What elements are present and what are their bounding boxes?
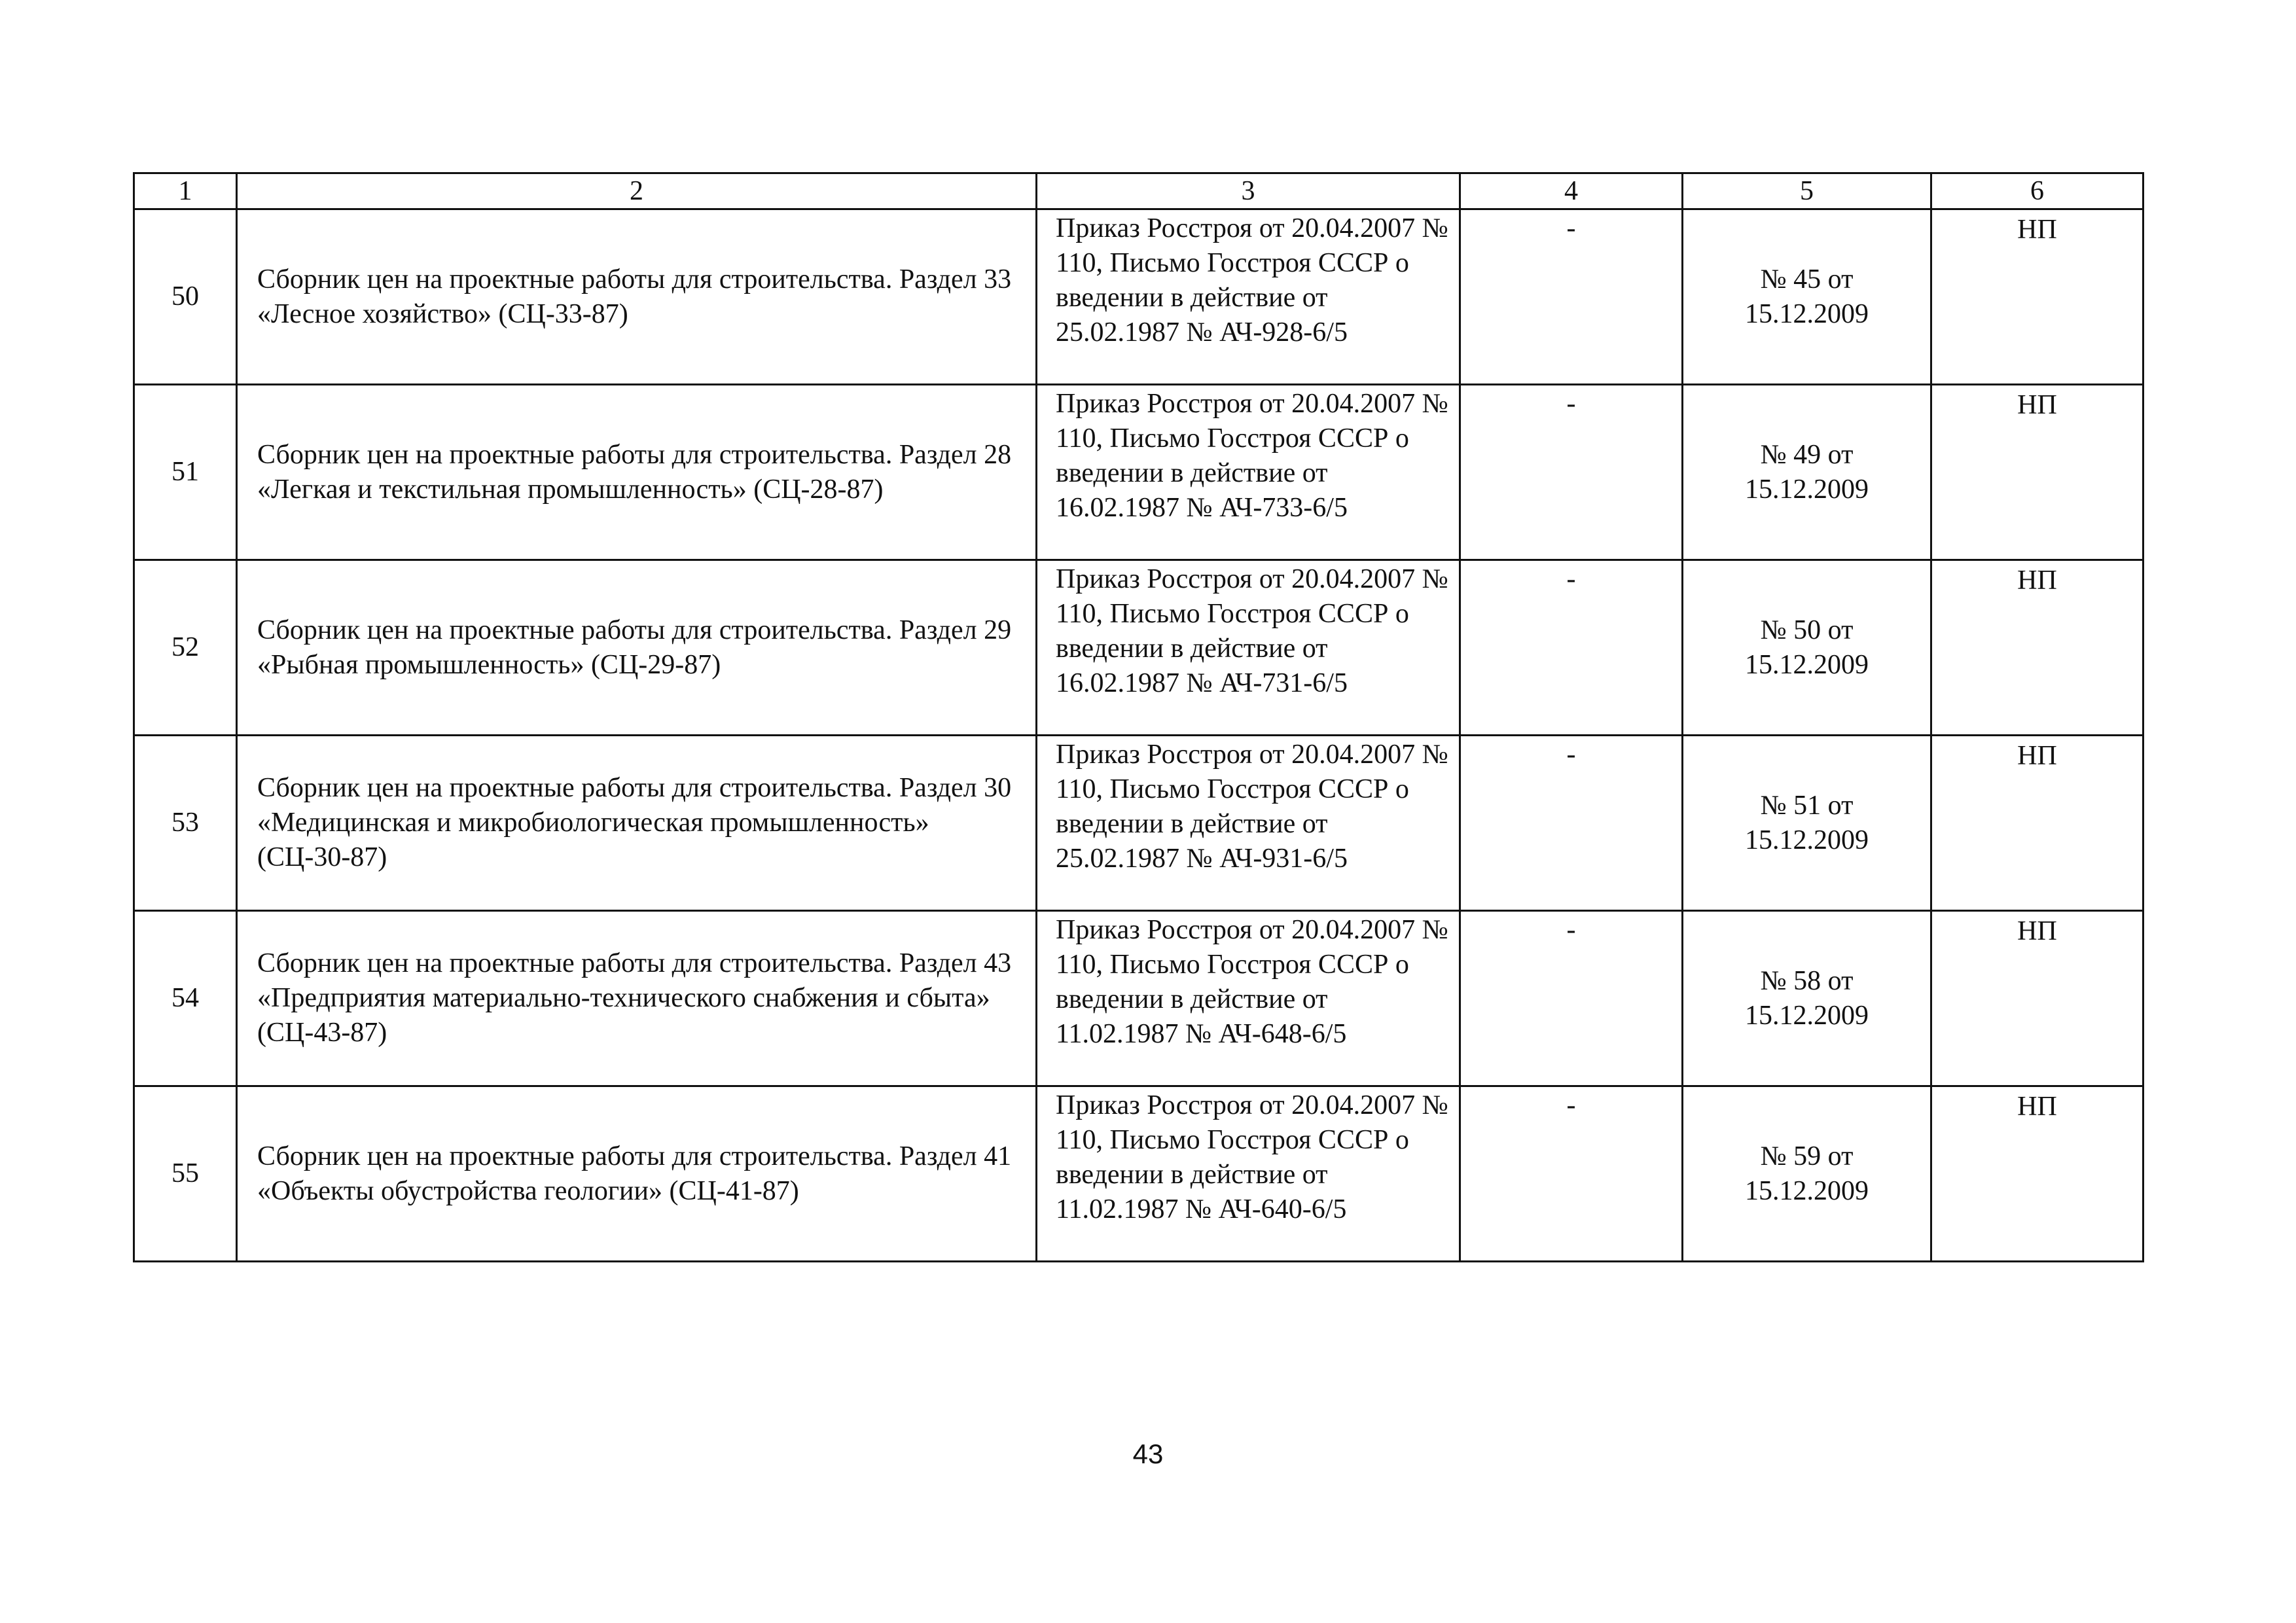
row-number: 54: [134, 911, 237, 1086]
header-col-2: 2: [237, 173, 1037, 209]
registration-number-line: № 50 от: [1760, 615, 1854, 645]
row-number: 52: [134, 560, 237, 736]
price-collection-name: Сборник цен на проектные работы для строительства. Раздел 41 «Объекты обустройства геологии» (СЦ-41-87): [237, 1086, 1037, 1262]
status-code: НП: [1931, 385, 2144, 560]
registration-number-line: № 58 от: [1760, 965, 1854, 996]
registration-number: [1683, 911, 1931, 1086]
approval-document: Приказ Росстроя от 20.04.2007 № 110, Письмо Госстроя СССР о введении в действие от 16.02.1987 № АЧ-733-6/5: [1037, 385, 1460, 560]
table-header: [134, 173, 2144, 209]
status-code: НП: [1931, 209, 2144, 385]
price-collection-name: Сборник цен на проектные работы для строительства. Раздел 43 «Предприятия материально-технического снабжения и сбыта» (СЦ-43-87): [237, 911, 1037, 1086]
table-row: [134, 911, 2144, 1086]
registration-number: [1683, 560, 1931, 736]
registration-number-line: № 59 от: [1760, 1141, 1854, 1171]
table-row: [134, 385, 2144, 560]
header-col-4: 4: [1460, 173, 1683, 209]
table-row: [134, 209, 2144, 385]
column-4-value: -: [1460, 1086, 1683, 1262]
registration-number-line: № 51 от: [1760, 790, 1854, 821]
table-body: [134, 209, 2144, 1262]
column-4-value: -: [1460, 736, 1683, 911]
price-collection-name: Сборник цен на проектные работы для строительства. Раздел 30 «Медицинская и микробиологическая промышленность» (СЦ-30-87): [237, 736, 1037, 911]
price-collection-name: Сборник цен на проектные работы для строительства. Раздел 28 «Легкая и текстильная промышленность» (СЦ-28-87): [237, 385, 1037, 560]
approval-document: Приказ Росстроя от 20.04.2007 № 110, Письмо Госстроя СССР о введении в действие от 16.02.1987 № АЧ-731-6/5: [1037, 560, 1460, 736]
row-number: 53: [134, 736, 237, 911]
registration-date: 15.12.2009: [1745, 1000, 1869, 1031]
header-row: [134, 173, 2144, 209]
approval-document: Приказ Росстроя от 20.04.2007 № 110, Письмо Госстроя СССР о введении в действие от 25.02.1987 № АЧ-931-6/5: [1037, 736, 1460, 911]
registration-number: [1683, 209, 1931, 385]
status-code: НП: [1931, 1086, 2144, 1262]
registration-date: 15.12.2009: [1745, 298, 1869, 329]
header-col-5: 5: [1683, 173, 1931, 209]
price-collection-name: Сборник цен на проектные работы для строительства. Раздел 29 «Рыбная промышленность» (СЦ-29-87): [237, 560, 1037, 736]
status-code: НП: [1931, 560, 2144, 736]
column-4-value: -: [1460, 385, 1683, 560]
registration-number: [1683, 1086, 1931, 1262]
column-4-value: -: [1460, 560, 1683, 736]
registration-number-line: № 49 от: [1760, 439, 1854, 470]
header-col-6: 6: [1931, 173, 2144, 209]
header-col-3: 3: [1037, 173, 1460, 209]
table-row: [134, 560, 2144, 736]
price-collection-name: Сборник цен на проектные работы для строительства. Раздел 33 «Лесное хозяйство» (СЦ-33-87): [237, 209, 1037, 385]
column-4-value: -: [1460, 911, 1683, 1086]
page-number: 43: [1132, 1438, 1164, 1469]
registration-number: [1683, 736, 1931, 911]
registration-number: [1683, 385, 1931, 560]
registration-date: 15.12.2009: [1745, 649, 1869, 680]
status-code: НП: [1931, 911, 2144, 1086]
approval-document: Приказ Росстроя от 20.04.2007 № 110, Письмо Госстроя СССР о введении в действие от 11.02.1987 № АЧ-648-6/5: [1037, 911, 1460, 1086]
status-code: НП: [1931, 736, 2144, 911]
table-row: [134, 736, 2144, 911]
header-col-1: 1: [134, 173, 237, 209]
registry-table: [133, 172, 2144, 1262]
row-number: 50: [134, 209, 237, 385]
registration-date: 15.12.2009: [1745, 1175, 1869, 1206]
registration-date: 15.12.2009: [1745, 825, 1869, 855]
column-4-value: -: [1460, 209, 1683, 385]
approval-document: Приказ Росстроя от 20.04.2007 № 110, Письмо Госстроя СССР о введении в действие от 25.02.1987 № АЧ-928-6/5: [1037, 209, 1460, 385]
registration-date: 15.12.2009: [1745, 474, 1869, 505]
registration-number-line: № 45 от: [1760, 264, 1854, 294]
row-number: 51: [134, 385, 237, 560]
table-row: [134, 1086, 2144, 1262]
approval-document: Приказ Росстроя от 20.04.2007 № 110, Письмо Госстроя СССР о введении в действие от 11.02.1987 № АЧ-640-6/5: [1037, 1086, 1460, 1262]
row-number: 55: [134, 1086, 237, 1262]
